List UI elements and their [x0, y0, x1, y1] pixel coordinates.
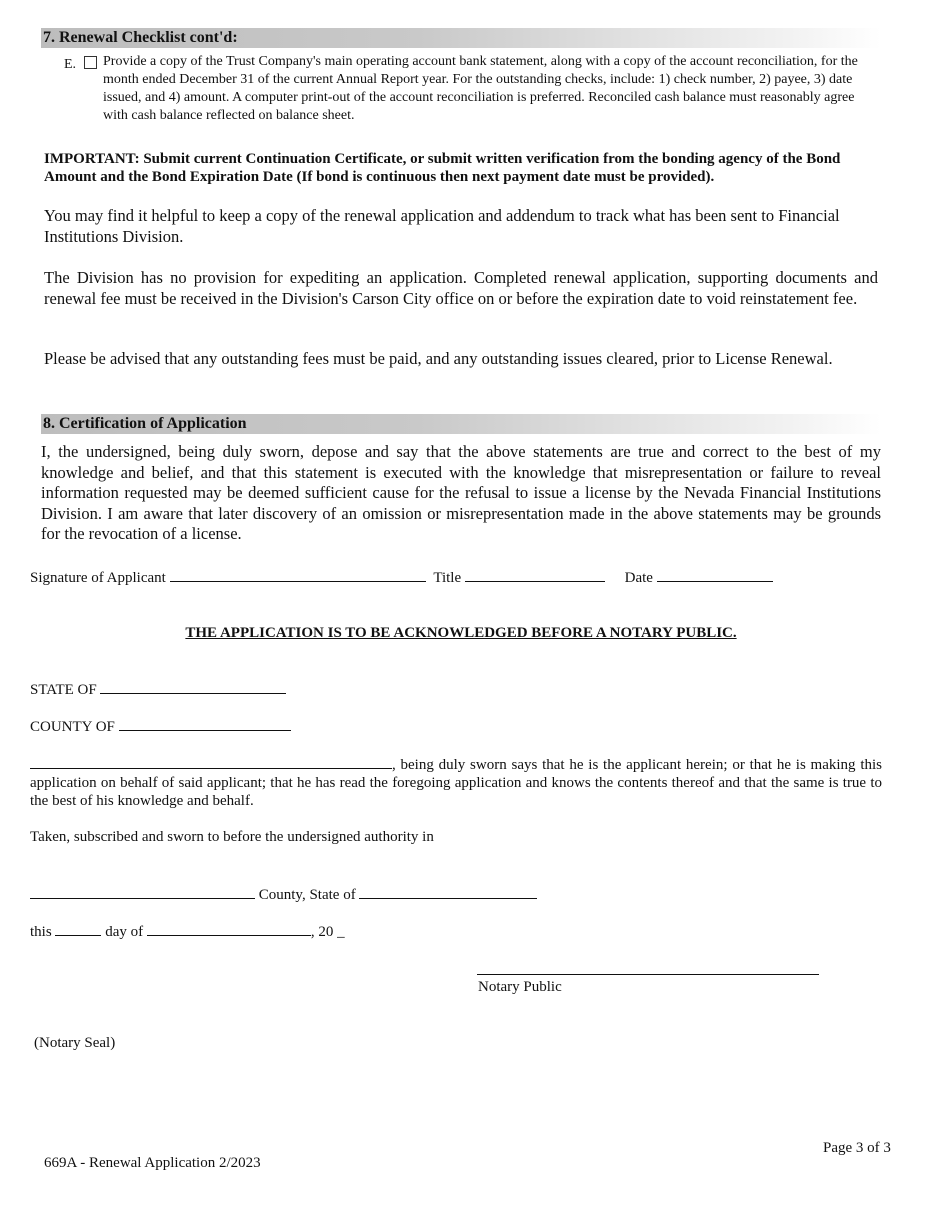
- county-label: COUNTY OF: [30, 719, 115, 735]
- certification-text: I, the undersigned, being duly sworn, depose and say that the above statements are true and correct to the best of my knowledge and belief, and that this statement is executed with the knowledge that misrepresentation or failure to reveal information requested may be deemed sufficient cause for the refusal to issue a license by the Nevada Financial Institutions Division. I am aware that later discovery of an omission or misrepresentation made in the above statements may be grounds for the revocation of a license.: [41, 442, 881, 543]
- section-8-header: 8. Certification of Application: [41, 414, 881, 434]
- page-number: Page 3 of 3: [823, 1140, 891, 1156]
- year-prefix: , 20: [310, 924, 334, 940]
- item-e-checkbox[interactable]: [84, 56, 97, 69]
- signature-label: Signature of Applicant: [30, 570, 166, 586]
- paragraph-outstanding-fees: Please be advised that any outstanding fees must be paid, and any outstanding issues cleared, prior to License Renewal.: [44, 349, 833, 368]
- paragraph-copy-tip: You may find it helpful to keep a copy of the renewal application and addendum to track what has been sent to Financial Institutions Division.: [44, 206, 840, 246]
- state-label: STATE OF: [30, 682, 97, 698]
- sworn-text: , being duly sworn says that he is the applicant herein; or that he is making this application on behalf of said applicant; that he has read the foregoing application and knows the contents thereof and that the same is true to the best of his knowledge and behalf.: [30, 757, 882, 809]
- date-label: Date: [624, 570, 653, 586]
- notary-seal-label: (Notary Seal): [34, 1035, 116, 1051]
- day-of-label: day of: [105, 924, 144, 940]
- notary-signature-line[interactable]: [477, 974, 819, 975]
- signature-field[interactable]: [170, 568, 426, 582]
- sworn-statement: [30, 755, 882, 810]
- notary-state-field[interactable]: [359, 885, 537, 899]
- notary-county-field[interactable]: [30, 885, 255, 899]
- item-e-text: Provide a copy of the Trust Company's main operating account bank statement, along with a copy of the account reconciliation, for the month ended December 31 of the current Annual Report year. For the outstanding checks, include: 1) check number, 2) payee, 3) date issued, and 4) amount. A computer print-out of the account reconciliation is preferred. Reconciled cash balance must reasonably agree with cash balance reflected on balance sheet.: [103, 54, 858, 123]
- state-field[interactable]: [100, 680, 286, 694]
- county-state-label: County, State of: [258, 887, 356, 903]
- state-row: [30, 680, 286, 699]
- item-e-letter: E.: [64, 57, 77, 72]
- applicant-name-field[interactable]: [30, 755, 392, 769]
- day-field[interactable]: [55, 922, 101, 936]
- title-field[interactable]: [465, 568, 605, 582]
- important-notice: IMPORTANT: Submit current Continuation Certificate, or submit written verification from the bonding agency of the Bond Amount and the Bond Expiration Date (If bond is continuous then next payment date must be provided).: [44, 151, 841, 185]
- signature-row: [30, 568, 773, 587]
- county-field[interactable]: [119, 717, 291, 731]
- title-label: Title: [433, 570, 462, 586]
- taken-text: Taken, subscribed and sworn to before the undersigned authority in: [30, 829, 434, 845]
- paragraph-no-expedite: The Division has no provision for expediting an application. Completed renewal application, supporting documents and renewal fee must be received in the Division's Carson City office on or before the expiration date to void reinstatement fee.: [44, 268, 878, 308]
- county-row: [30, 717, 291, 736]
- form-id: 669A - Renewal Application 2/2023: [44, 1155, 261, 1171]
- date-row: [30, 922, 345, 941]
- notary-public-label: Notary Public: [478, 979, 562, 995]
- month-field[interactable]: [147, 922, 311, 936]
- year-field[interactable]: _: [337, 924, 345, 940]
- section-7-header: 7. Renewal Checklist cont'd:: [41, 28, 881, 48]
- county-state-row: [30, 885, 537, 904]
- date-field[interactable]: [657, 568, 773, 582]
- this-label: this: [30, 924, 52, 940]
- notary-heading: THE APPLICATION IS TO BE ACKNOWLEDGED BEFORE A NOTARY PUBLIC.: [185, 625, 737, 641]
